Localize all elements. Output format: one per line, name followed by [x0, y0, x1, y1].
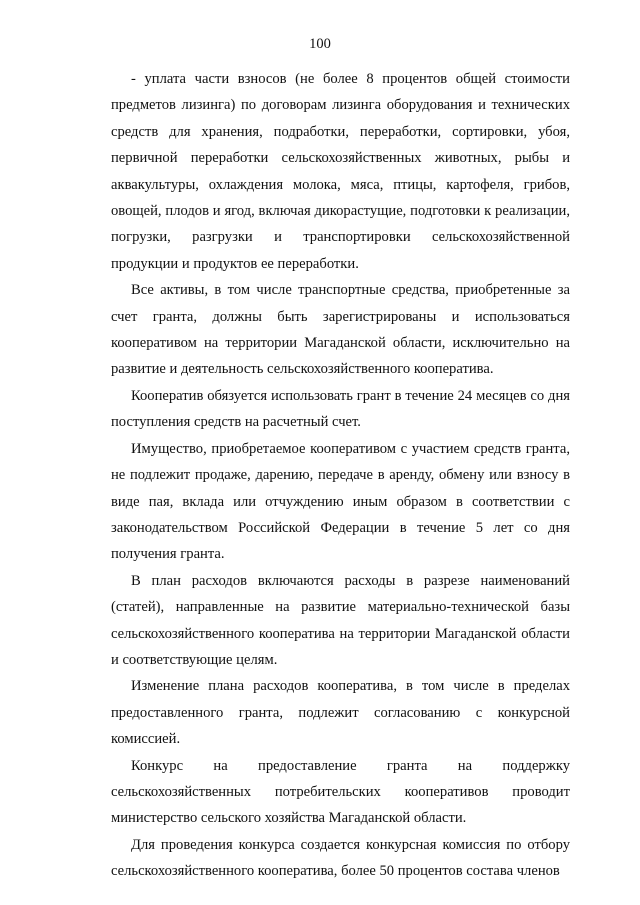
- paragraph-expense-plan: В план расходов включаются расходы в разрезе наименований (статей), направленные на развитие материально-технической базы сельскохозяйственного кооператива на территории Магаданской области и соответствующие целям.: [111, 572, 570, 668]
- page-number: 100: [309, 36, 331, 52]
- paragraph-commission: Для проведения конкурса создается конкурсная комиссия по отбору сельскохозяйственного кооператива, более 50 процентов состава членов: [111, 836, 570, 880]
- paragraph-assets-registration: Все активы, в том числе транспортные средства, приобретенные за счет гранта, должны быть зарегистрированы и использоваться кооперативом на территории Магаданской области, исключительно на развитие и деятельность сельскохозяйственного кооператива.: [111, 282, 570, 378]
- paragraph-property-restrictions: Имущество, приобретаемое кооперативом с участием средств гранта, не подлежит продаже, дарению, передаче в аренду, обмену или взносу в виде пая, вклада или отчуждению иным образом в соответствии с законодательством Российской Федерации в течение 5 лет со дня получения гранта.: [111, 440, 570, 563]
- paragraph-leasing-payment: - уплата части взносов (не более 8 процентов общей стоимости предметов лизинга) по договорам лизинга оборудования и технических средств для хранения, подработки, переработки, сортировки, убоя, первичной переработки сельскохозяйственных животных, рыбы и аквакультуры, охлаждения молока, мяса, птицы, картофеля, грибов, овощей, плодов и ягод, включая дикорастущие, подготовки к реализации, погрузки, разгрузки и транспортировки сельскохозяйственной продукции и продуктов ее переработки.: [111, 71, 570, 272]
- paragraph-grant-term: Кооператив обязуется использовать грант в течение 24 месяцев со дня поступления средств на расчетный счет.: [111, 387, 570, 431]
- paragraph-competition-organizer: Конкурс на предоставление гранта на поддержку сельскохозяйственных потребительских кооперативов проводит министерство сельского хозяйства Магаданской области.: [111, 757, 570, 827]
- paragraph-plan-changes: Изменение плана расходов кооператива, в том числе в пределах предоставленного гранта, подлежит согласованию с конкурсной комиссией.: [111, 678, 570, 748]
- document-body: [111, 66, 570, 885]
